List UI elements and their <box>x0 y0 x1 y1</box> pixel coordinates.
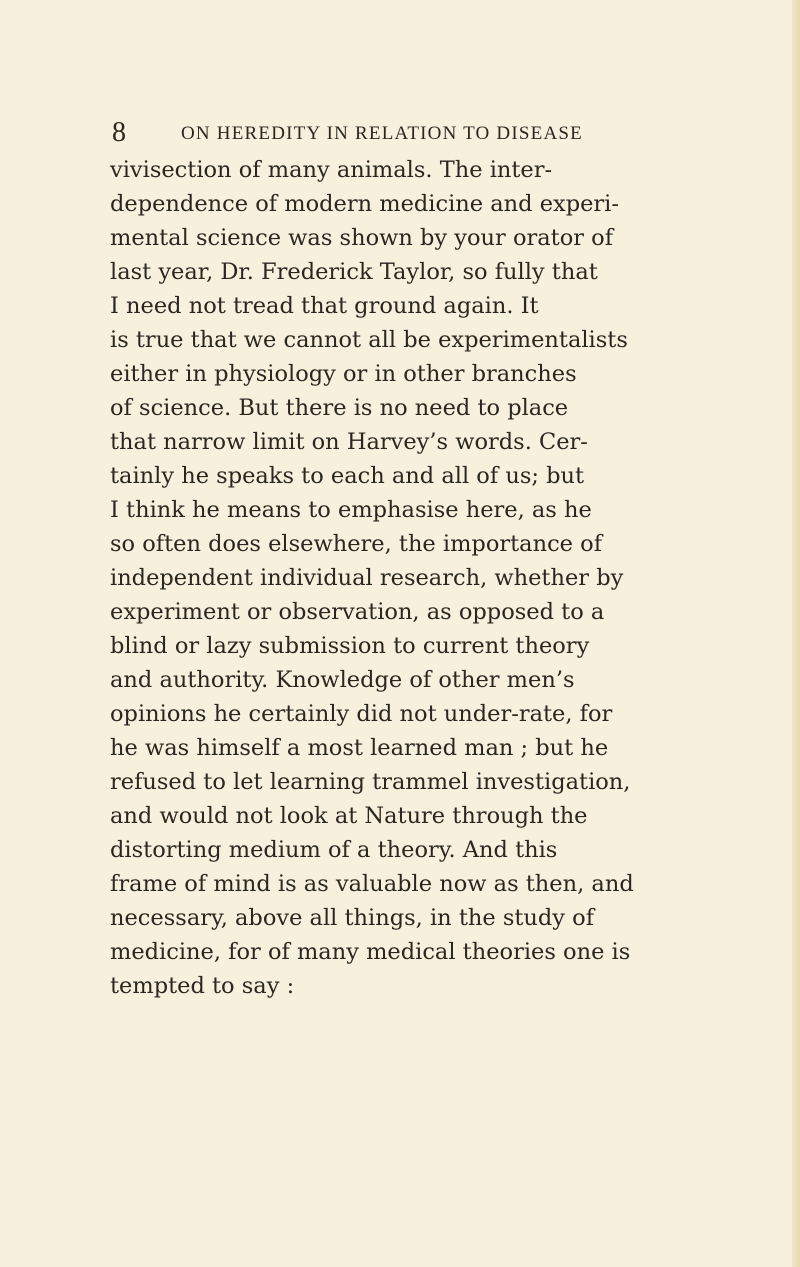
text-line: dependence of modern medicine and experi- <box>110 191 619 217</box>
text-line: blind or lazy submission to current theory <box>110 633 590 659</box>
text-line: vivisection of many animals. The inter- <box>110 157 553 183</box>
text-line: either in physiology or in other branches <box>110 361 577 387</box>
text-line: so often does elsewhere, the importance of <box>110 531 603 557</box>
text-line: last year, Dr. Frederick Taylor, so fully that <box>110 259 598 285</box>
running-title: ON HEREDITY IN RELATION TO DISEASE <box>181 123 583 144</box>
text-line: experiment or observation, as opposed to a <box>110 599 605 625</box>
text-line: that narrow limit on Harvey’s words. Cer- <box>110 429 588 455</box>
text-line: and authority. Knowledge of other men’s <box>110 667 575 693</box>
text-line: tainly he speaks to each and all of us; but <box>110 463 585 489</box>
text-line: distorting medium of a theory. And this <box>110 837 558 863</box>
text-line: independent individual research, whether by <box>110 565 624 591</box>
page-edge <box>792 0 800 1267</box>
text-line: medicine, for of many medical theories one is <box>110 939 631 965</box>
text-line: and would not look at Nature through the <box>110 803 588 829</box>
text-line: frame of mind is as valuable now as then, and <box>110 871 634 897</box>
text-line: I think he means to emphasise here, as he <box>110 497 592 523</box>
text-line: is true that we cannot all be experimentalists <box>110 327 628 353</box>
page-header <box>112 118 712 148</box>
body-text <box>110 153 750 1003</box>
text-line: tempted to say : <box>110 973 295 999</box>
text-line: refused to let learning trammel investigation, <box>110 769 631 795</box>
text-line: he was himself a most learned man ; but he <box>110 735 609 761</box>
page-number: 8 <box>112 117 126 148</box>
text-line: mental science was shown by your orator of <box>110 225 614 251</box>
text-line: of science. But there is no need to place <box>110 395 569 421</box>
text-line: necessary, above all things, in the study of <box>110 905 595 931</box>
text-line: I need not tread that ground again. It <box>110 293 539 319</box>
text-line: opinions he certainly did not under-rate, for <box>110 701 613 727</box>
